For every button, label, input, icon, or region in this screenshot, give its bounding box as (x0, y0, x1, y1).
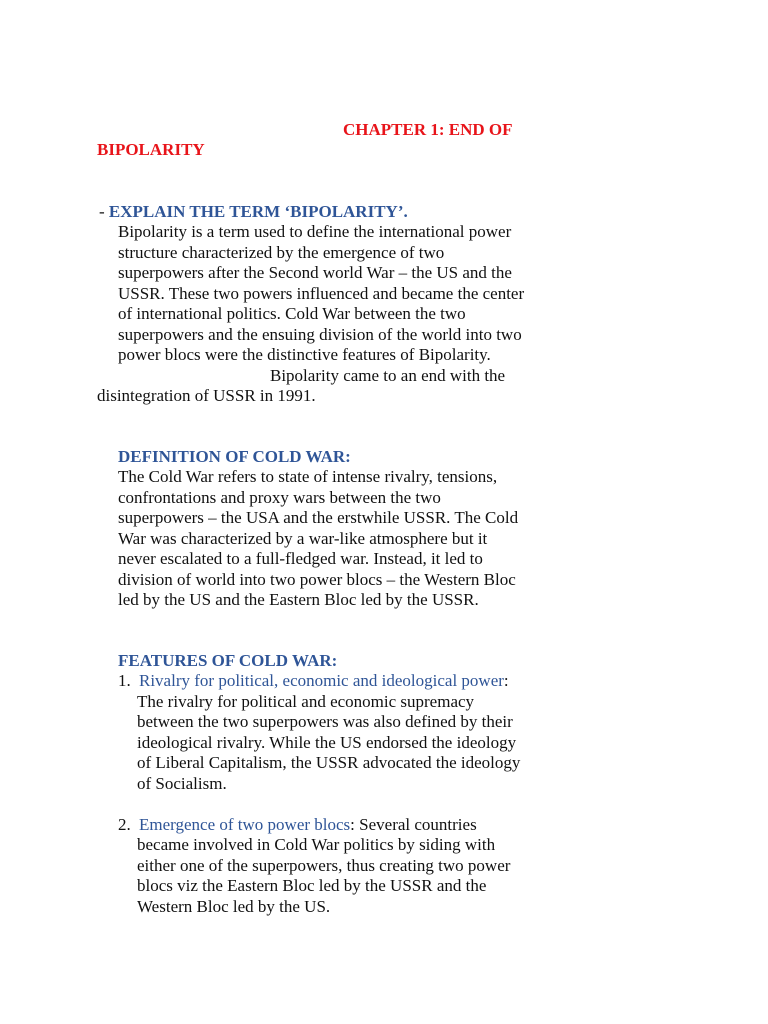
body-line: USSR. These two powers influenced and became the center (118, 284, 525, 303)
body-line: never escalated to a full-fledged war. Instead, it led to (118, 549, 483, 568)
body-line: Bipolarity came to an end with the (270, 366, 506, 385)
feature-item-1-title-row (118, 671, 509, 691)
body-line: ideological rivalry. While the US endorsed the ideology (137, 733, 517, 752)
chapter-title-part2: BIPOLARITY (97, 140, 205, 159)
body-line: The rivalry for political and economic supremacy (137, 692, 475, 711)
body-line: Western Bloc led by the US. (137, 897, 331, 916)
body-line: superpowers after the Second world War – the US and the (118, 263, 512, 282)
section1-heading: EXPLAIN THE TERM ‘BIPOLARITY’. (108, 202, 408, 221)
list-number: 2. (118, 815, 131, 834)
body-line: led by the US and the Eastern Bloc led by the USSR. (118, 590, 479, 609)
body-line: disintegration of USSR in 1991. (97, 386, 316, 405)
list-number: 1. (118, 671, 131, 690)
chapter-title-part1: CHAPTER 1: END OF (343, 120, 513, 139)
body-line: confrontations and proxy wars between the two (118, 488, 441, 507)
section1-heading-row (99, 202, 408, 222)
body-line: between the two superpowers was also defined by their (137, 712, 513, 731)
body-line: division of world into two power blocs – the Western Bloc (118, 570, 516, 589)
feature-item-2-title-row (118, 815, 477, 835)
body-line: of international politics. Cold War between the two (118, 304, 466, 323)
feature-item-1-title: Rivalry for political, economic and ideological power (139, 671, 504, 690)
body-line: Bipolarity is a term used to define the international power (118, 222, 512, 241)
body-line: became involved in Cold War politics by siding with (137, 835, 496, 854)
body-line: of Liberal Capitalism, the USSR advocated the ideology (137, 753, 521, 772)
body-line: The Cold War refers to state of intense rivalry, tensions, (118, 467, 498, 486)
body-line: blocs viz the Eastern Bloc led by the USSR and the (137, 876, 487, 895)
body-line: of Socialism. (137, 774, 227, 793)
feature-item-2-title: Emergence of two power blocs (139, 815, 351, 834)
body-line: structure characterized by the emergence of two (118, 243, 445, 262)
list-dash: - (99, 202, 105, 221)
feature-item-2-first-line: : Several countries (350, 815, 477, 834)
body-line: War was characterized by a war-like atmosphere but it (118, 529, 488, 548)
title-colon: : (503, 671, 509, 690)
body-line: superpowers and the ensuing division of the world into two (118, 325, 522, 344)
body-line: power blocs were the distinctive features of Bipolarity. (118, 345, 491, 364)
section3-heading: FEATURES OF COLD WAR: (118, 651, 338, 670)
body-line: superpowers – the USA and the erstwhile USSR. The Cold (118, 508, 519, 527)
section2-heading: DEFINITION OF COLD WAR: (118, 447, 351, 466)
body-line: either one of the superpowers, thus creating two power (137, 856, 511, 875)
